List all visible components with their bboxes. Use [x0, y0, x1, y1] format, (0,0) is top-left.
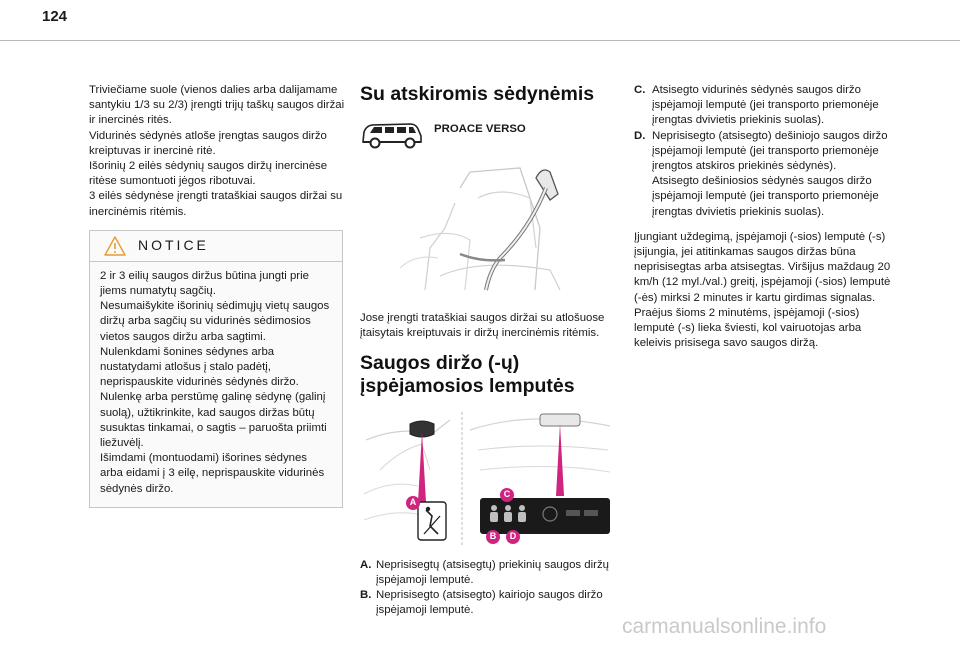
legend-item-d: [634, 129, 896, 220]
seat-belt-illustration: [360, 158, 616, 301]
notice-paragraph-3: Nulenkdami šonines sėdynes arba nustatydami atlošus į stalo padėtį, neprispauskite vidurinės sėdynės diržo.: [100, 345, 299, 389]
notice-body: [90, 262, 342, 507]
legend-text: Atsisegto vidurinės sėdynės saugos diržo įspėjamoji lemputė (jei transporto priemonėje įrengtas dvivietis priekinis suolas).: [652, 84, 879, 127]
legend-letter: A.: [360, 558, 372, 571]
callout-b: [486, 530, 500, 544]
warning-lamps-illustration: [360, 410, 616, 548]
intro-paragraph-2: Vidurinės sėdynės atloše įrengtas saugos diržo kreiptuvas ir inercinė ritė.: [89, 129, 327, 157]
notice-paragraph-4: Nulenkę arba perstūmę galinę sėdynę (galinį suolą), užtikrinkite, kad saugos diržas būtų susuktas tinkamai, o sagtis – paruošta priimti liežuvėlį.: [100, 391, 327, 450]
column-left: [89, 83, 345, 508]
legend-item-a: [360, 558, 616, 588]
watermark: carmanualsonline.info: [622, 615, 827, 638]
section-heading-seats: Su atskiromis sėdynėmis: [360, 83, 595, 105]
legend-text-group: [652, 129, 896, 220]
legend-text: Neprisisegto (atsisegto) dešiniojo saugos diržo įspėjamoji lemputė (jei transporto priemonėje įrengtos atskiros priekinės sėdynės).: [652, 129, 888, 173]
callout-d: [506, 530, 520, 544]
ignition-warning-paragraph: Įjungiant uždegimą, įspėjamoji (-sios) lemputė (-s) įsijungia, jei atitinkamas saugos diržas būna neprisisegtas arba atsisegtas. Viršijus maždaug 20 km/h (12 myl./val.) greitį, įspėjamoji (-sios) lemputė (-ės) mirksi 2 minutes ir kartu girdimas signalas. Praėjus šioms 2 minutėms, įspėjamoji (-sios) lemputė (-s) lieka šviesti, kol vairuotojas arba keleivis prisisega savo saugos diržą.: [634, 230, 891, 350]
section-heading-warning-line2: įspėjamosios lemputės: [360, 374, 575, 397]
notice-box: [89, 230, 343, 508]
header-divider: [0, 40, 960, 41]
legend-text-extra: Atsisegto dešiniosios sėdynės saugos diržo įspėjamoji lemputė (jei transporto priemonėje įrengtas dvivietis priekinis suolas).: [652, 175, 879, 218]
legend-text: Neprisisegto (atsisegto) kairiojo saugos diržo įspėjamoji lemputė.: [376, 589, 603, 617]
legend-ab: [360, 558, 616, 619]
van-icon: [360, 120, 424, 150]
notice-paragraph-1: 2 ir 3 eilių saugos diržus būtina jungti prie jiems numatytų sagčių.: [100, 269, 309, 298]
intro-paragraph-1: Triviečiame suole (vienos dalies arba dalijamame santykiu 1/3 su 2/3) įrengti trijų taškų saugos diržai ir inercinės ritės.: [89, 84, 345, 127]
callout-c-label: C: [503, 489, 511, 500]
callout-c: [500, 488, 514, 502]
page-number: 124: [42, 8, 68, 25]
callout-b-label: B: [489, 531, 497, 542]
column-middle: [360, 83, 616, 618]
notice-header: [90, 231, 342, 262]
model-label: PROACE VERSO: [434, 123, 526, 135]
legend-text: Neprisisegtų (atsisegtų) priekinių saugos diržų įspėjamoji lemputė.: [376, 558, 609, 586]
legend-letter: D.: [634, 129, 646, 142]
intro-paragraph-4: 3 eilės sėdynėse įrengti trataškiai saugos diržai su inercinėmis ritėmis.: [89, 190, 343, 218]
column-right: [634, 83, 896, 351]
notice-title: NOTICE: [138, 237, 209, 254]
legend-letter: C.: [634, 84, 646, 96]
legend-item-c: [634, 83, 896, 129]
notice-paragraph-2: Nesumaišykite išorinių sėdimųjų vietų saugos diržų arba sagčių su vidurinės sėdimosios vietos saugos diržu arba sagtimi.: [100, 300, 330, 343]
section-heading-warning-line1: Saugos diržo (-ų): [360, 351, 520, 374]
model-row: [360, 120, 616, 150]
warning-triangle-icon: [104, 236, 126, 256]
seat-caption: Jose įrengti trataškiai saugos diržai su atlošuose įtaisytais kreiptuvais ir diržų inercinėmis ritėmis.: [360, 312, 605, 340]
callout-a-label: A: [409, 497, 417, 508]
callout-d-label: D: [509, 531, 517, 542]
callout-a: [406, 496, 420, 510]
legend-letter: B.: [360, 589, 372, 602]
legend-item-b: [360, 588, 616, 618]
intro-paragraph-3: Išorinių 2 eilės sėdynių saugos diržų inercinėse ritėse sumontuoti jėgos ribotuvai.: [89, 160, 328, 188]
notice-paragraph-5: Išimdami (montuodami) išorines sėdynes arba eidami į 3 eilę, neprispauskite vidurinės sėdynės diržo.: [100, 452, 325, 495]
